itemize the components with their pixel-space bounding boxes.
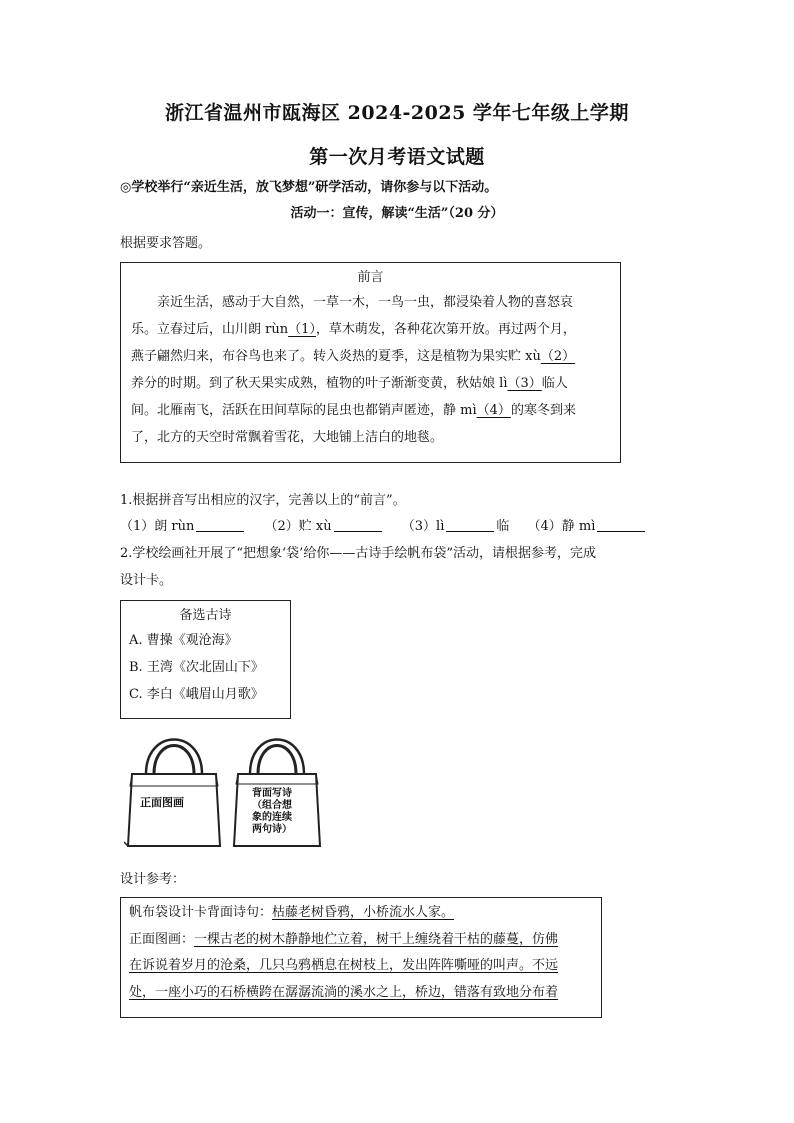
preface-body (121, 289, 620, 451)
page-title: 浙江省温州市瓯海区 2024-2025 学年七年级上学期 (165, 102, 629, 124)
poem-option-c: C. 李白《峨眉山月歌》 (129, 687, 264, 702)
instruction-text: 根据要求答题。 (120, 236, 212, 251)
activity-heading: 活动一：宣传，解读“生活”（20 分） (290, 206, 504, 221)
back-bag-label: 背面写诗 （组合想 象的连续 两句诗） (252, 788, 292, 835)
poem-options-heading: 备选古诗 (179, 608, 232, 623)
design-pic-line-3: 处，一座小巧的石桥横跨在潺潺流淌的溪水之上，桥边，错落有致地分布着 (129, 984, 559, 1000)
answer-item-2: （2）贮 xù (265, 519, 384, 534)
answer-blank-1[interactable] (196, 517, 244, 532)
page-subtitle: 第一次月考语文试题 (309, 146, 485, 168)
answer-item-1: （1）朗 rùn (120, 519, 246, 534)
answer-blank-2[interactable] (334, 517, 382, 532)
preface-box (120, 262, 621, 463)
answer-blank-3[interactable] (446, 517, 494, 532)
question-1: 1.根据拼音写出相应的汉字，完善以上的“前言”。 (120, 493, 406, 508)
back-bag-illustration (232, 726, 322, 850)
preface-line-6: 了，北方的天空时常飘着雪花，大地铺上洁白的地毯。 (131, 430, 444, 445)
design-pic-line-2: 在诉说着岁月的沧桑，几只乌鸦栖息在树枝上，发出阵阵嘶哑的叫声。不远 (129, 958, 559, 973)
answer-item-3: （3）lì 临 (401, 519, 510, 534)
design-label: 设计参考： (120, 872, 186, 887)
design-poem-line: 帆布袋设计卡背面诗句：枯藤老树昏鸦，小桥流水人家。 (129, 905, 455, 920)
tote-bag-icon (124, 726, 224, 850)
pinyin-3: lì (499, 376, 508, 391)
preface-line-2: 乐。立春过后，山川朗 rùn（1），草木萌发，各种花次第开放。再过两个月， (131, 322, 576, 337)
poem-option-b: B. 王湾《次北固山下》 (129, 660, 264, 675)
pinyin-1: rùn (265, 322, 289, 337)
preface-line-4: 养分的时期。到了秋天果实成熟，植物的叶子渐渐变黄，秋姑娘 lì（3）临人 (131, 376, 568, 391)
question-2: 2.学校绘画社开展了“把想象‘袋’给你——古诗手绘帆布袋”活动，请根据参考，完成 (120, 546, 596, 561)
pinyin-4: mì (460, 403, 477, 418)
poem-options-box (120, 600, 291, 719)
preface-line-5: 间。北雁南飞，活跃在田间草际的昆虫也都销声匿迹，静 mì（4）的寒冬到来 (131, 403, 576, 418)
blank-2: （2） (540, 349, 576, 364)
answer-blank-4[interactable] (597, 517, 645, 532)
intro-text: ◎学校举行“亲近生活，放飞梦想”研学活动，请你参与以下活动。 (120, 180, 498, 195)
front-bag-illustration (124, 726, 224, 850)
design-box (120, 897, 602, 1018)
preface-heading: 前言 (357, 270, 384, 285)
blank-3: （3） (507, 376, 542, 391)
design-poem: 枯藤老树昏鸦，小桥流水人家。 (272, 905, 455, 920)
front-bag-label: 正面图画 (140, 796, 184, 809)
blank-4: （4） (476, 403, 511, 418)
preface-line-1: 亲近生活，感动于大自然，一草一木，一鸟一虫，都浸染着人物的喜怒哀 (157, 295, 574, 310)
poem-option-a: A. 曹操《观沧海》 (129, 633, 238, 648)
pinyin-2: xù (525, 349, 541, 364)
question-1-answers (120, 516, 647, 538)
question-2-cont: 设计卡。 (120, 573, 173, 588)
preface-line-3: 燕子翩然归来，布谷鸟也来了。转入炎热的夏季，这是植物为果实贮 xù（2） (131, 349, 576, 364)
blank-1: （1） (288, 322, 316, 337)
design-pic-line-1: 正面图画：一棵古老的树木静静地伫立着，树干上缠绕着干枯的藤蔓，仿佛 (129, 931, 559, 947)
answer-item-4: （4）静 mì (528, 519, 648, 534)
